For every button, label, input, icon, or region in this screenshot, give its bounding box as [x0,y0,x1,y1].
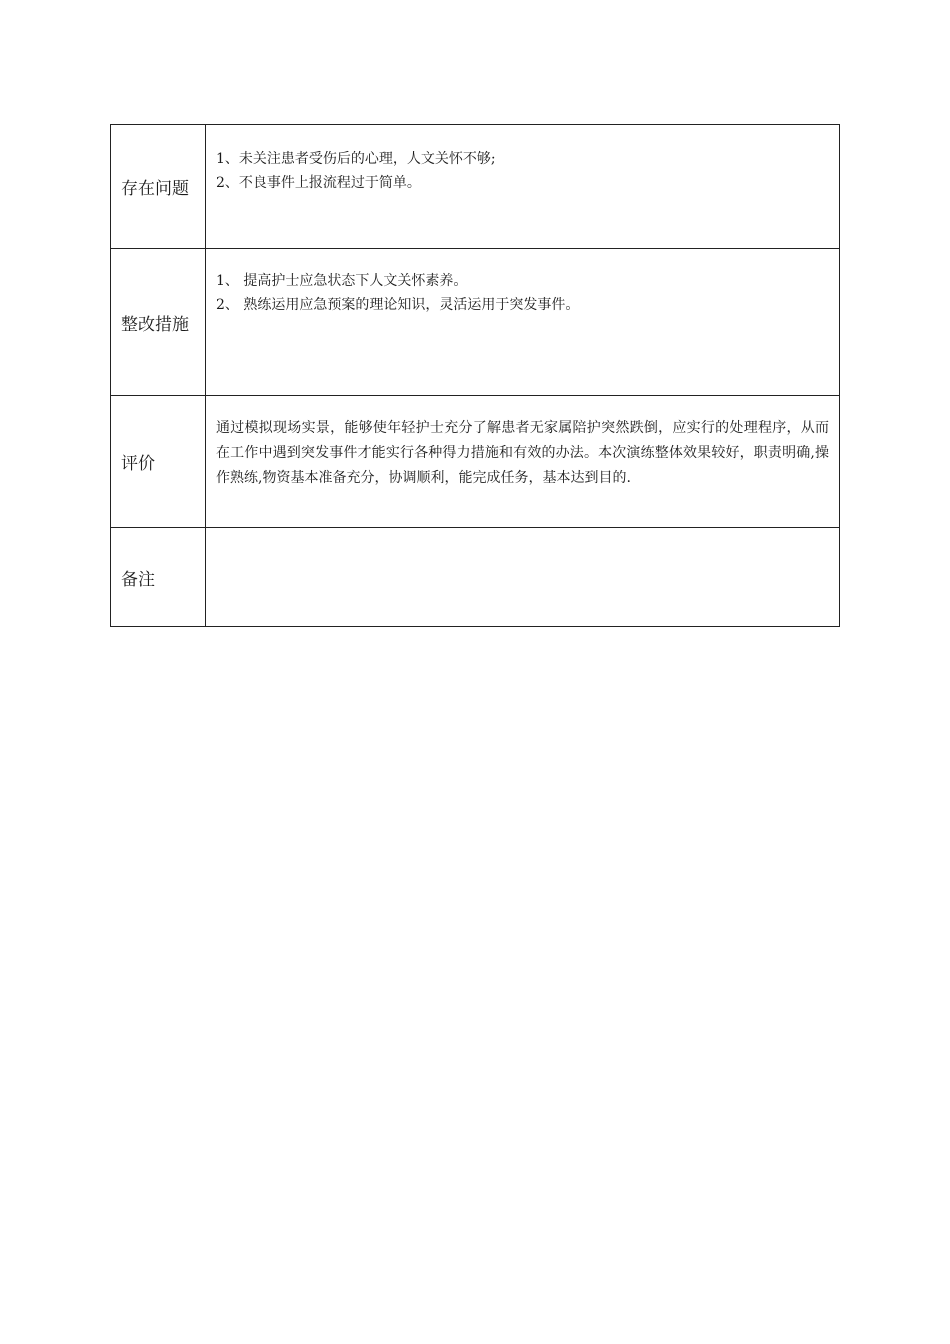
measure-item-2: 2、 熟练运用应急预案的理论知识，灵活运用于突发事件。 [216,297,580,313]
measures-label: 整改措施 [111,249,206,396]
table-row-evaluation [111,396,840,528]
problems-label: 存在问题 [111,125,206,249]
problem-item-1: 1、未关注患者受伤后的心理，人文关怀不够; [216,151,496,167]
table-row-problems [111,125,840,249]
table-row-notes [111,528,840,627]
evaluation-content [206,396,840,528]
problem-item-2: 2、不良事件上报流程过于简单。 [216,175,421,191]
notes-content [206,528,840,627]
evaluation-paragraph: 通过模拟现场实景，能够使年轻护士充分了解患者无家属陪护突然跌倒，应实行的处理程序，从而在工作中遇到突发事件才能实行各种得力措施和有效的办法。本次演练整体效果较好，职责明确,操作熟练,物资基本准备充分，协调顺利，能完成任务，基本达到目的. [216,420,829,486]
evaluation-label: 评价 [111,396,206,528]
measures-content [206,249,840,396]
drill-summary-table [110,124,840,627]
problems-content [206,125,840,249]
measure-item-1: 1、 提高护士应急状态下人文关怀素养。 [216,273,468,289]
table-row-measures [111,249,840,396]
notes-label: 备注 [111,528,206,627]
